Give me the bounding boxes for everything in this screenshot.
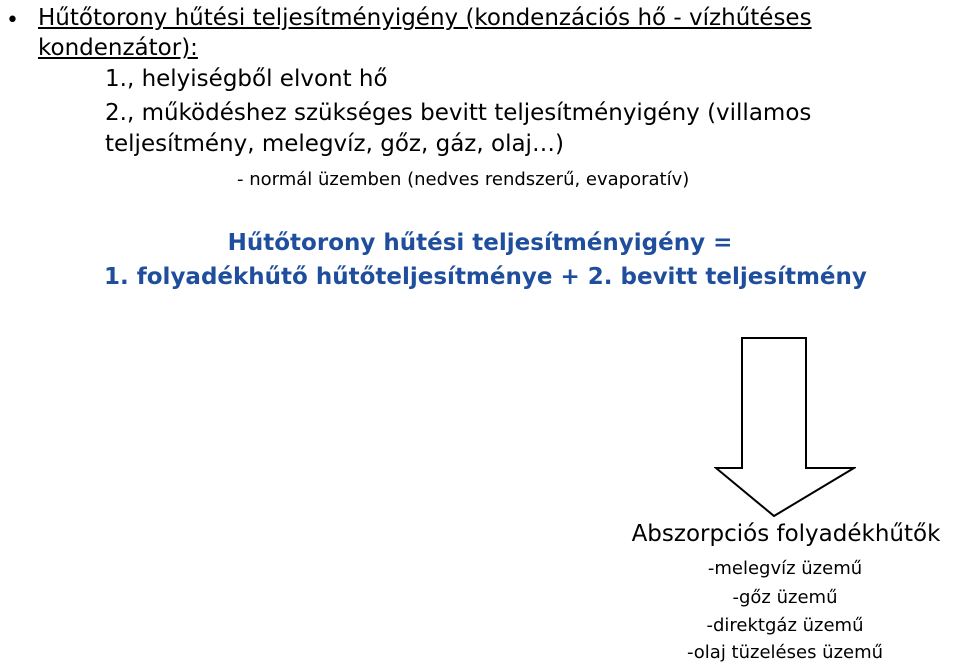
- absorption-type: -olaj tüzeléses üzemű: [686, 642, 884, 663]
- absorption-title: Abszorpciós folyadékhűtők: [631, 521, 941, 547]
- sub-note: - normál üzemben (nedves rendszerű, evaporatív): [237, 169, 690, 190]
- bullet-icon: •: [6, 8, 19, 33]
- absorption-type: -gőz üzemű: [732, 587, 838, 608]
- formula-line-2: 1. folyadékhűtő hűtőteljesítménye + 2. bevitt teljesítmény: [104, 264, 867, 290]
- heading-line-1: [38, 3, 812, 33]
- list-item-2-line-2: teljesítmény, melegvíz, gőz, gáz, olaj…): [105, 131, 564, 157]
- heading-text-1: Hűtőtorony hűtési teljesítményigény (kondenzációs hő - vízhűtéses: [38, 5, 812, 31]
- formula-line-1: Hűtőtorony hűtési teljesítményigény =: [227, 230, 733, 256]
- heading-line-2: kondenzátor):: [38, 35, 198, 61]
- list-item-2-line-1: 2., működéshez szükséges bevitt teljesítményigény (villamos: [105, 100, 812, 126]
- down-arrow-icon: [714, 336, 856, 518]
- absorption-type: -melegvíz üzemű: [707, 558, 863, 579]
- list-item-1: 1., helyiségből elvont hő: [105, 66, 388, 92]
- absorption-type: -direktgáz üzemű: [706, 615, 864, 636]
